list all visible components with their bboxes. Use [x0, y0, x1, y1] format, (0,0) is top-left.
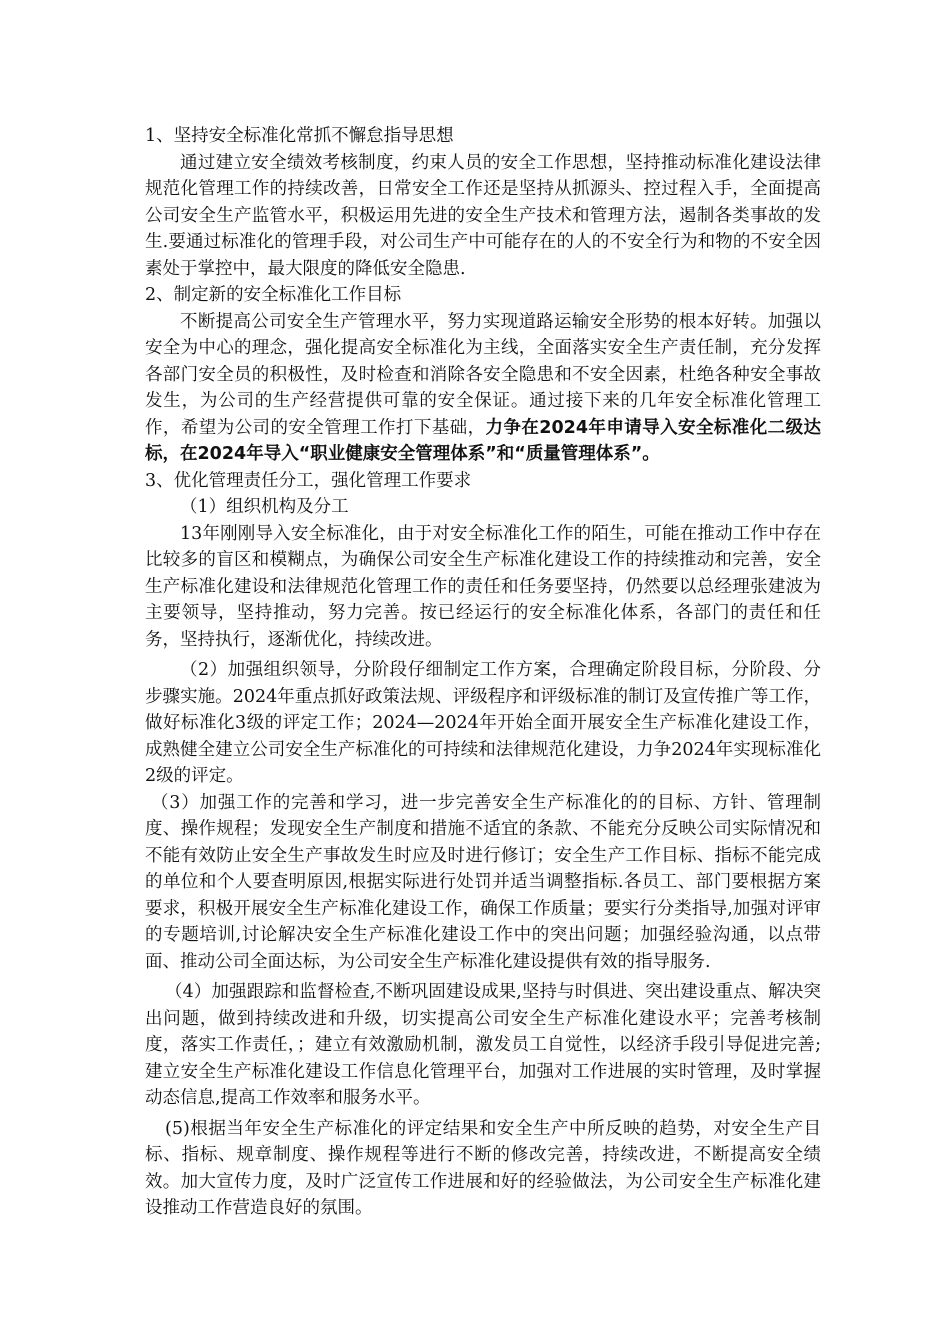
- section-2-body: [145, 309, 821, 468]
- document-page: [145, 123, 821, 1222]
- section-3-sub1-title: （1）组织机构及分工: [180, 497, 349, 517]
- section-3-sub1-body: 13年刚刚导入安全标准化，由于对安全标准化工作的陌生，可能在推动工作中存在比较多的盲区和模糊点，为确保公司安全生产标准化建设工作的持续推动和完善，安全生产标准化建设和法律规范化管理工作的责任和任务要坚持，仍然要以总经理张建波为主要领导，坚持推动，努力完善。按已经运行的安全标准化体系，各部门的责任和任务，坚持执行，逐渐优化，持续改进。: [145, 523, 821, 650]
- section-2-body-text: 不断提高公司安全生产管理水平，努力实现道路运输安全形势的根本好转。加强以安全为中心的理念，强化提高安全标准化为主线，全面落实安全生产责任制，充分发挥各部门安全员的积极性，及时检查和消除各安全隐患和不安全因素，杜绝各种安全事故发生，为公司的生产经营提供可靠的安全保证。通过接下来的几年安全标准化管理工作，希望为公司的安全管理工作打下基础，: [145, 311, 821, 438]
- section-2-heading: 2、制定新的安全标准化工作目标: [145, 285, 402, 305]
- section-3-item-4: （4）加强跟踪和监督检查,不断巩固建设成果,坚持与时俱进、突出建设重点、解决突出问题，做到持续改进和升级，切实提高公司安全生产标准化建设水平；完善考核制度，落实工作责任，；建立有效激励机制，激发员工自觉性，以经济手段引导促进完善;建立安全生产标准化建设工作信息化管理平台，加强对工作进展的实时管理，及时掌握动态信息,提高工作效率和服务水平。: [145, 982, 821, 1108]
- section-1-body: 通过建立安全绩效考核制度，约束人员的安全工作思想，坚持推动标准化建设法律规范化管理工作的持续改善，日常安全工作还是坚持从抓源头、控过程入手，全面提高公司安全生产监管水平，积极运用先进的安全生产技术和管理方法，遏制各类事故的发生.要通过标准化的管理手段，对公司生产中可能存在的人的不安全行为和物的不安全因素处于掌控中，最大限度的降低安全隐患.: [145, 152, 821, 279]
- section-1-heading: 1、坚持安全标准化常抓不懈怠指导思想: [145, 126, 454, 146]
- section-2-goal-bold: 力争在2024年申请导入安全标准化二级达标，在2024年导入“职业健康安全管理体系”和“质量管理体系”。: [145, 417, 821, 464]
- section-3-item-3: （3）加强工作的完善和学习，进一步完善安全生产标准化的的目标、方针、管理制度、操作规程；发现安全生产制度和措施不适宜的条款、不能充分反映公司实际情况和不能有效防止安全生产事故发生时应及时进行修订；安全生产工作目标、指标不能完成的单位和个人要查明原因,根据实际进行处罚并适当调整指标.各员工、部门要根据方案要求，积极开展安全生产标准化建设工作，确保工作质量；要实行分类指导,加强对评审的专题培训,讨论解决安全生产标准化建设工作中的突出问题；加强经验沟通，以点带面、推动公司全面达标，为公司安全生产标准化建设提供有效的指导服务.: [145, 792, 821, 972]
- section-3-item-2: （2）加强组织领导，分阶段仔细制定工作方案，合理确定阶段目标，分阶段、分步骤实施。2024年重点抓好政策法规、评级程序和评级标准的制订及宣传推广等工作，做好标准化3级的评定工作；2024—2024年开始全面开展安全生产标准化建设工作，成熟健全建立公司安全生产标准化的可持续和法律规范化建设，力争2024年实现标准化2级的评定。: [145, 660, 821, 786]
- section-3-item-5: (5)根据当年安全生产标准化的评定结果和安全生产中所反映的趋势，对安全生产目标、指标、规章制度、操作规程等进行不断的修改完善，持续改进，不断提高安全绩效。加大宣传力度，及时广泛宣传工作进展和好的经验做法，为公司安全生产标准化建设推动工作营造良好的氛围。: [145, 1118, 821, 1218]
- section-3-heading: 3、优化管理责任分工，强化管理工作要求: [145, 470, 472, 491]
